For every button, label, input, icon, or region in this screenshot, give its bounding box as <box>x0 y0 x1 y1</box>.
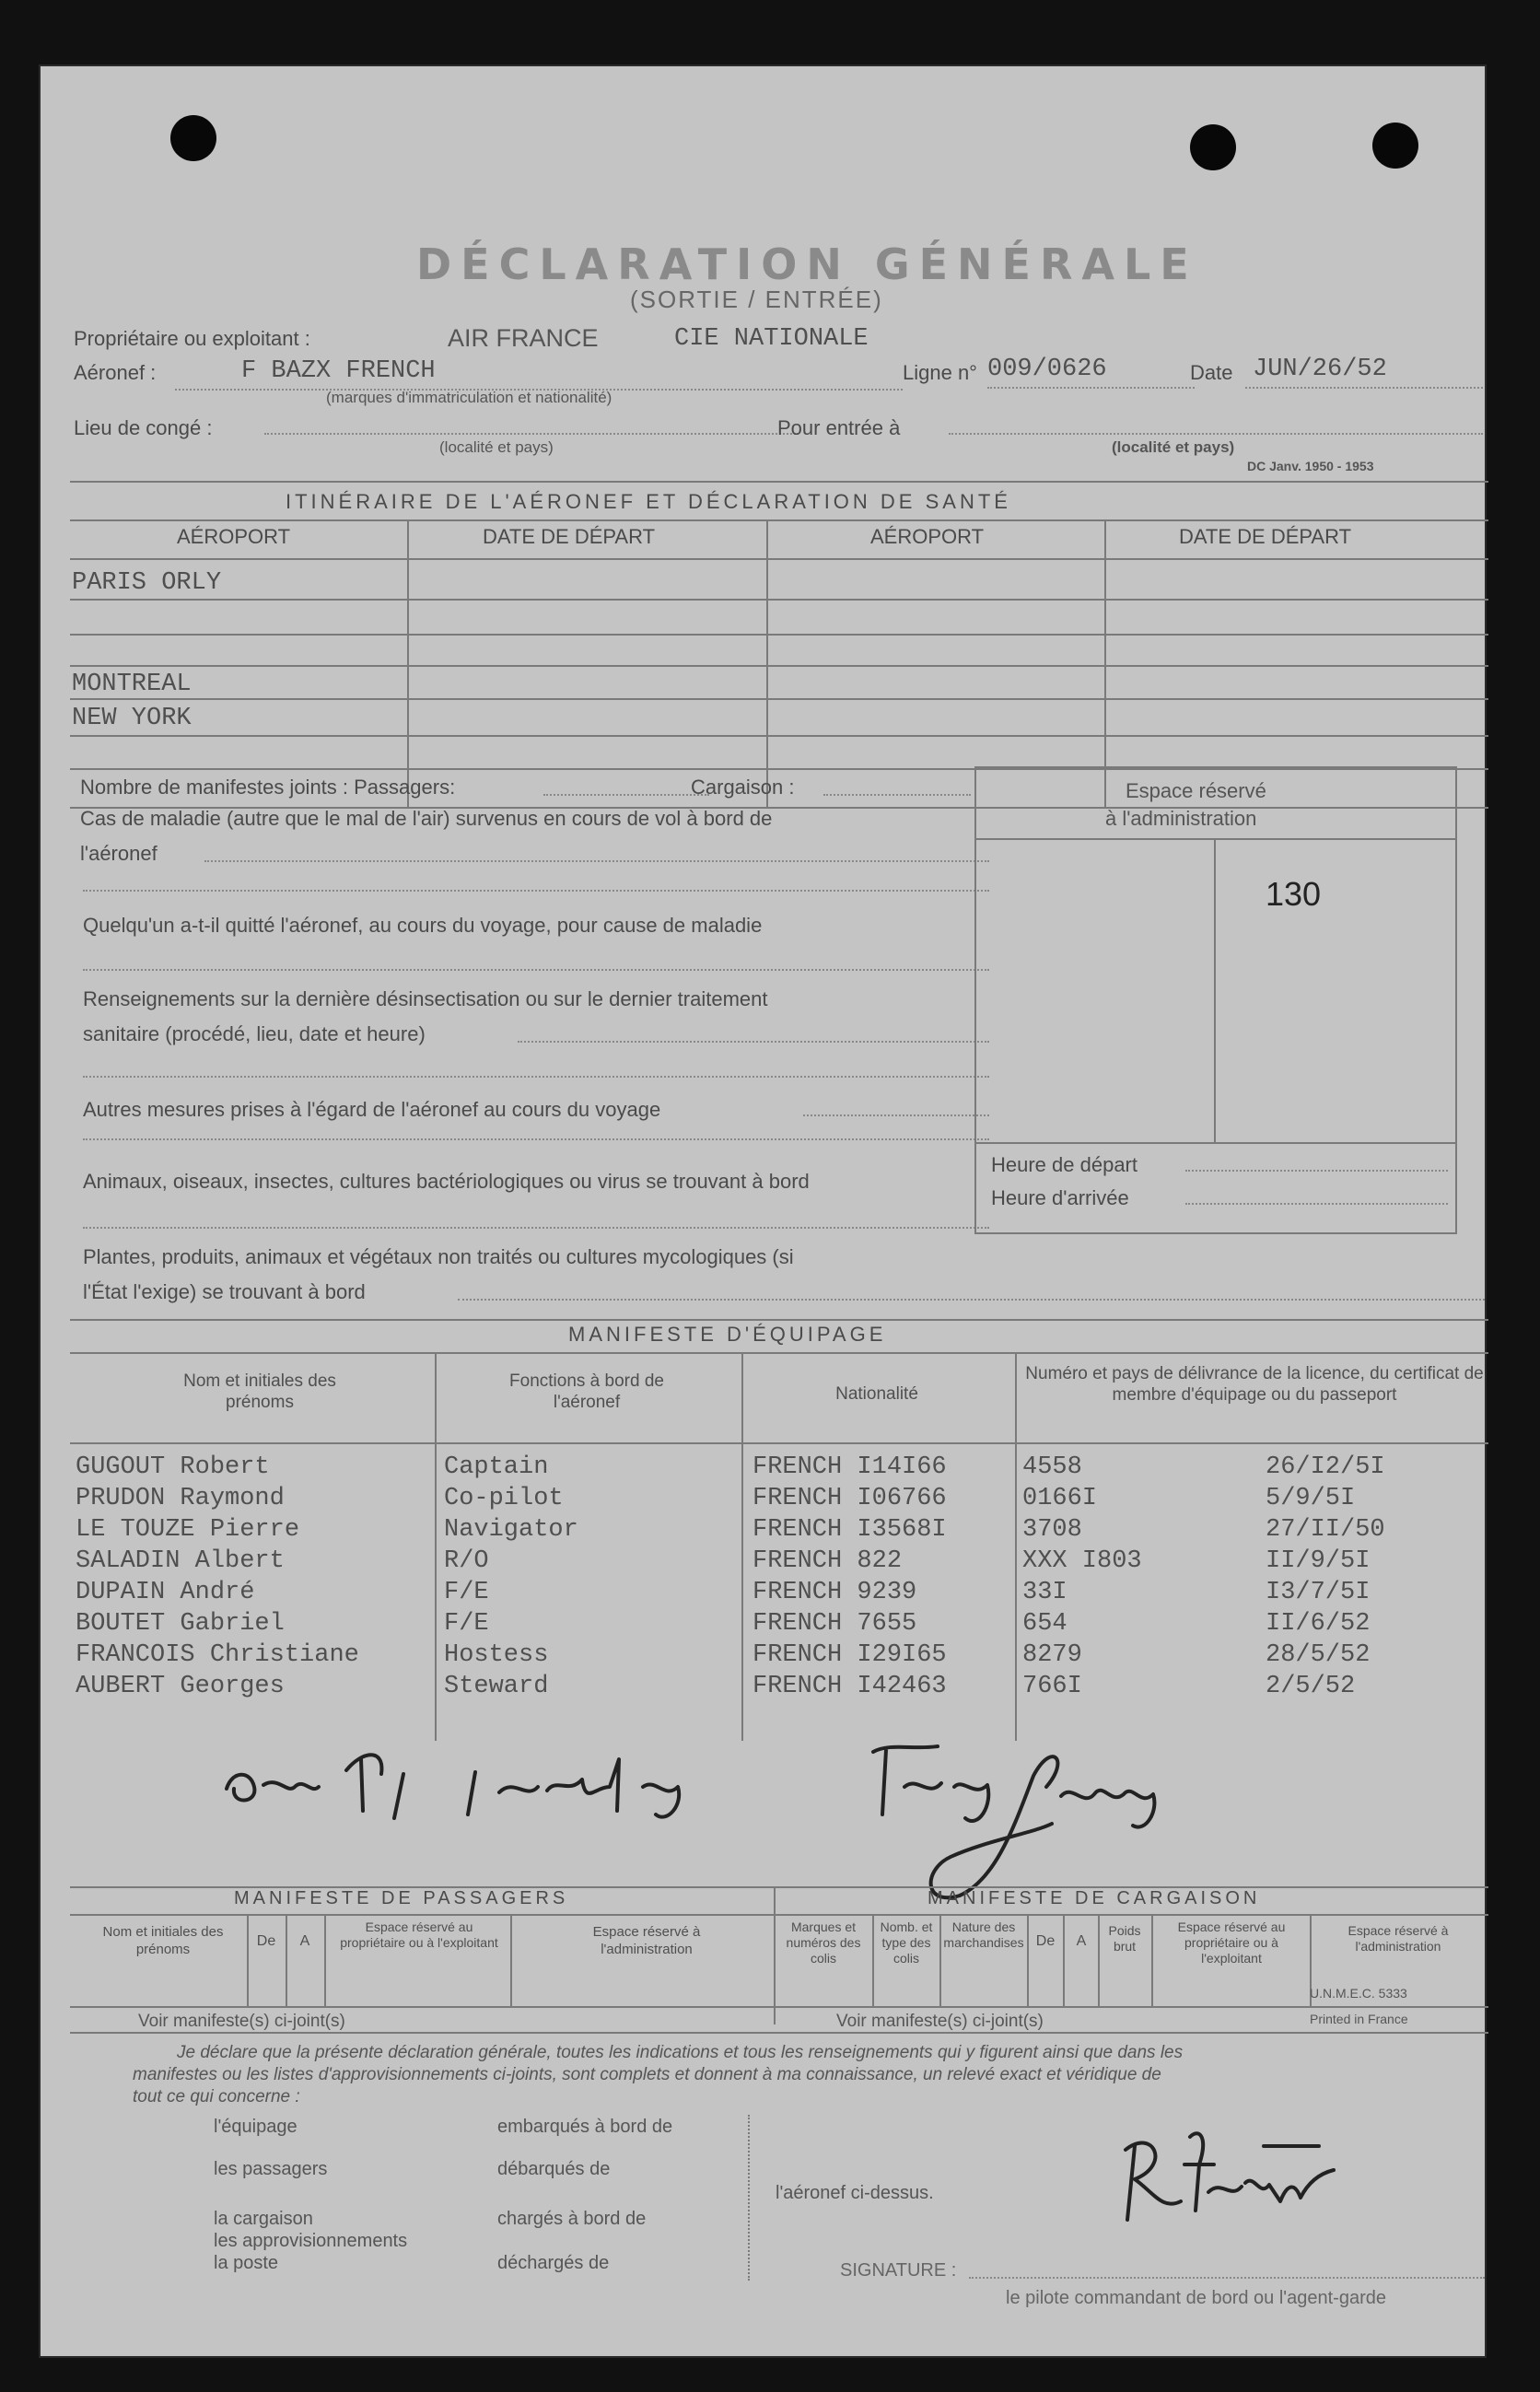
crew-cell-name: BOUTET Gabriel <box>76 1610 285 1638</box>
admin-arr-time: Heure d'arrivée <box>991 1186 1129 1209</box>
crew-col-name: Nom et initiales des prénoms <box>183 1371 336 1412</box>
cargo-printed: Printed in France <box>1310 2012 1408 2026</box>
handwritten-notes <box>223 1722 1328 1907</box>
form-subtitle: (SORTIE / ENTRÉE) <box>630 286 883 313</box>
crew-cell-date: 27/II/50 <box>1266 1516 1385 1544</box>
form-sheet <box>39 64 1487 2358</box>
passengers-col-de: De <box>256 1933 276 1949</box>
admin-header2: à l'administration <box>1105 807 1257 830</box>
itinerary-heading: ITINÉRAIRE DE L'AÉRONEF ET DÉCLARATION DE SANTÉ <box>286 490 1011 513</box>
owner-extra: CIE NATIONALE <box>674 325 869 353</box>
declaration-unloaded: déchargés de <box>497 2253 610 2273</box>
aircraft-label: Aéronef : <box>74 361 157 384</box>
declaration-signer: le pilote commandant de bord ou l'agent-garde <box>1006 2288 1386 2308</box>
crew-cell-date: II/6/52 <box>1266 1610 1371 1638</box>
crew-cell-nationality: FRENCH 9239 <box>752 1579 917 1606</box>
departure-note: (localité et pays) <box>439 438 554 456</box>
declaration-mail: la poste <box>214 2253 279 2273</box>
admin-number: 130 <box>1266 875 1322 913</box>
crew-cell-name: GUGOUT Robert <box>76 1453 270 1481</box>
declaration-cargo: la cargaison <box>214 2209 313 2229</box>
crew-cell-name: PRUDON Raymond <box>76 1485 285 1512</box>
cargo-col-nature: Nature des marchandises <box>943 1919 1024 1950</box>
date-value: JUN/26/52 <box>1253 356 1387 383</box>
aircraft-value: F BAZX FRENCH <box>241 357 436 385</box>
crew-cell-number: XXX I803 <box>1022 1547 1142 1575</box>
crew-cell-nationality: FRENCH I14I66 <box>752 1453 947 1481</box>
crew-cell-function: R/O <box>444 1547 489 1575</box>
cargo-col-weight: Poids brut <box>1108 1923 1141 1954</box>
crew-cell-name: SALADIN Albert <box>76 1547 285 1575</box>
passengers-col-a: A <box>299 1933 310 1949</box>
crew-cell-date: 5/9/5I <box>1266 1485 1356 1512</box>
crew-col-nationality: Nationalité <box>835 1384 918 1404</box>
entry-label: Pour entrée à <box>777 416 901 439</box>
crew-cell-function: Hostess <box>444 1641 549 1669</box>
crew-cell-function: Co-pilot <box>444 1485 564 1512</box>
health-plants2: l'État l'exige) se trouvant à bord <box>83 1280 366 1303</box>
crew-cell-date: II/9/5I <box>1266 1547 1371 1575</box>
crew-cell-number: 8279 <box>1022 1641 1082 1669</box>
itinerary-col-airport2: AÉROPORT <box>870 525 985 548</box>
crew-cell-function: Captain <box>444 1453 549 1481</box>
owner-value: AIR FRANCE <box>448 324 599 352</box>
cargo-col-count: Nomb. et type des colis <box>880 1919 933 1966</box>
health-animals: Animaux, oiseaux, insectes, cultures bactériologiques ou virus se trouvant à bord <box>83 1170 810 1193</box>
itinerary-col-date2: DATE DE DÉPART <box>1179 525 1352 548</box>
crew-cell-name: DUPAIN André <box>76 1579 255 1606</box>
crew-cell-nationality: FRENCH 7655 <box>752 1610 917 1638</box>
crew-cell-date: 28/5/52 <box>1266 1641 1371 1669</box>
health-left-sick: Quelqu'un a-t-il quitté l'aéronef, au cours du voyage, pour cause de maladie <box>83 914 763 937</box>
entry-note: (localité et pays) <box>1112 438 1235 456</box>
itinerary-stop-newyork: NEW YORK <box>72 705 192 732</box>
crew-cell-nationality: FRENCH I3568I <box>752 1516 947 1544</box>
declaration-supplies: les approvisionnements <box>214 2231 408 2251</box>
crew-cell-number: 3708 <box>1022 1516 1082 1544</box>
crew-cell-name: FRANCOIS Christiane <box>76 1641 359 1669</box>
crew-cell-number: 33I <box>1022 1579 1068 1606</box>
declaration-text3: tout ce qui concerne : <box>133 2087 300 2106</box>
health-cargo: Cargaison : <box>691 776 795 799</box>
punch-hole <box>170 115 216 161</box>
crew-cell-nationality: FRENCH I06766 <box>752 1485 947 1512</box>
departure-label: Lieu de congé : <box>74 416 213 439</box>
crew-cell-number: 4558 <box>1022 1453 1082 1481</box>
crew-cell-number: 0166I <box>1022 1485 1098 1512</box>
form-title: DÉCLARATION GÉNÉRALE <box>416 239 1198 289</box>
health-sickness1: Cas de maladie (autre que le mal de l'air) survenus en cours de vol à bord de <box>80 807 773 830</box>
declaration-loaded: chargés à bord de <box>497 2209 647 2229</box>
crew-cell-function: F/E <box>444 1610 489 1638</box>
cargo-col-a: A <box>1076 1933 1087 1949</box>
crew-cell-name: LE TOUZE Pierre <box>76 1516 300 1544</box>
itinerary-stop-montreal: MONTREAL <box>72 671 192 698</box>
cargo-col-de: De <box>1035 1933 1056 1949</box>
health-plants1: Plantes, produits, animaux et végétaux non traités ou cultures mycologiques (si <box>83 1245 794 1268</box>
cargo-heading: MANIFESTE DE CARGAISON <box>928 1888 1261 1908</box>
health-disinsect1: Renseignements sur la dernière désinsectisation ou sur le dernier traitement <box>83 987 768 1010</box>
passengers-col-name: Nom et initiales des prénoms <box>102 1924 224 1957</box>
crew-cell-date: I3/7/5I <box>1266 1579 1371 1606</box>
punch-hole <box>1372 123 1418 169</box>
cargo-col-reserved-admin: Espace réservé à l'administration <box>1348 1923 1449 1954</box>
crew-cell-nationality: FRENCH 822 <box>752 1547 903 1575</box>
itinerary-col-date: DATE DE DÉPART <box>483 525 656 548</box>
crew-cell-function: Navigator <box>444 1516 578 1544</box>
declaration-aircraft: l'aéronef ci-dessus. <box>776 2183 934 2203</box>
crew-cell-nationality: FRENCH I42463 <box>752 1673 947 1700</box>
punch-hole <box>1190 124 1236 170</box>
cargo-see-manifest: Voir manifeste(s) ci-joint(s) <box>836 2012 1044 2031</box>
declaration-text1: Je déclare que la présente déclaration générale, toutes les indications et tous les renseignements qui y figurent ainsi que dans les <box>177 2043 1184 2062</box>
itinerary-col-airport: AÉROPORT <box>177 525 291 548</box>
owner-label: Propriétaire ou exploitant : <box>74 327 310 350</box>
passengers-heading: MANIFESTE DE PASSAGERS <box>234 1888 569 1908</box>
line-value: 009/0626 <box>987 356 1107 383</box>
passengers-col-reserved-op: Espace réservé au propriétaire ou à l'exploitant <box>340 1919 498 1950</box>
itinerary-stop-paris: PARIS ORLY <box>72 569 222 597</box>
crew-cell-nationality: FRENCH I29I65 <box>752 1641 947 1669</box>
cargo-org: U.N.M.E.C. 5333 <box>1310 1986 1407 2001</box>
crew-cell-date: 26/I2/5I <box>1266 1453 1385 1481</box>
admin-header1: Espace réservé <box>1126 779 1266 802</box>
passengers-see-manifest: Voir manifeste(s) ci-joint(s) <box>138 2012 345 2031</box>
pilot-signature <box>1107 2109 1347 2257</box>
passengers-col-reserved-admin: Espace réservé à l'administration <box>592 1924 701 1957</box>
cargo-col-reserved-op: Espace réservé au propriétaire ou à l'exploitant <box>1177 1919 1286 1966</box>
health-sickness2: l'aéronef <box>80 842 158 865</box>
form-code: DC Janv. 1950 - 1953 <box>1247 459 1374 473</box>
admin-dep-time: Heure de départ <box>991 1153 1138 1176</box>
crew-cell-function: Steward <box>444 1673 549 1700</box>
crew-cell-function: F/E <box>444 1579 489 1606</box>
cargo-col-marks: Marques et numéros des colis <box>786 1919 861 1966</box>
crew-cell-number: 766I <box>1022 1673 1082 1700</box>
crew-heading: MANIFESTE D'ÉQUIPAGE <box>568 1323 887 1346</box>
date-label: Date <box>1190 361 1233 384</box>
declaration-crew: l'équipage <box>214 2117 298 2137</box>
declaration-embarked: embarqués à bord de <box>497 2117 673 2137</box>
crew-cell-date: 2/5/52 <box>1266 1673 1356 1700</box>
declaration-passengers: les passagers <box>214 2159 328 2179</box>
crew-col-licence: Numéro et pays de délivrance de la licence, du certificat de membre d'équipage ou du passeport <box>1025 1364 1484 1405</box>
crew-col-function: Fonctions à bord de l'aéronef <box>509 1371 664 1412</box>
health-manifests: Nombre de manifestes joints : Passagers: <box>80 776 456 799</box>
crew-cell-name: AUBERT Georges <box>76 1673 285 1700</box>
line-label: Ligne n° <box>903 361 977 384</box>
declaration-text2: manifestes ou les listes d'approvisionnements ci-joints, sont complets et donnent à ma connaissance, un relevé exact et véridique de <box>133 2065 1161 2084</box>
health-disinsect2: sanitaire (procédé, lieu, date et heure) <box>83 1022 426 1045</box>
aircraft-note: (marques d'immatriculation et nationalité) <box>326 389 612 406</box>
declaration-signature-label: SIGNATURE : <box>840 2260 957 2281</box>
declaration-disembarked: débarqués de <box>497 2159 611 2179</box>
health-other: Autres mesures prises à l'égard de l'aéronef au cours du voyage <box>83 1098 661 1121</box>
crew-cell-number: 654 <box>1022 1610 1068 1638</box>
